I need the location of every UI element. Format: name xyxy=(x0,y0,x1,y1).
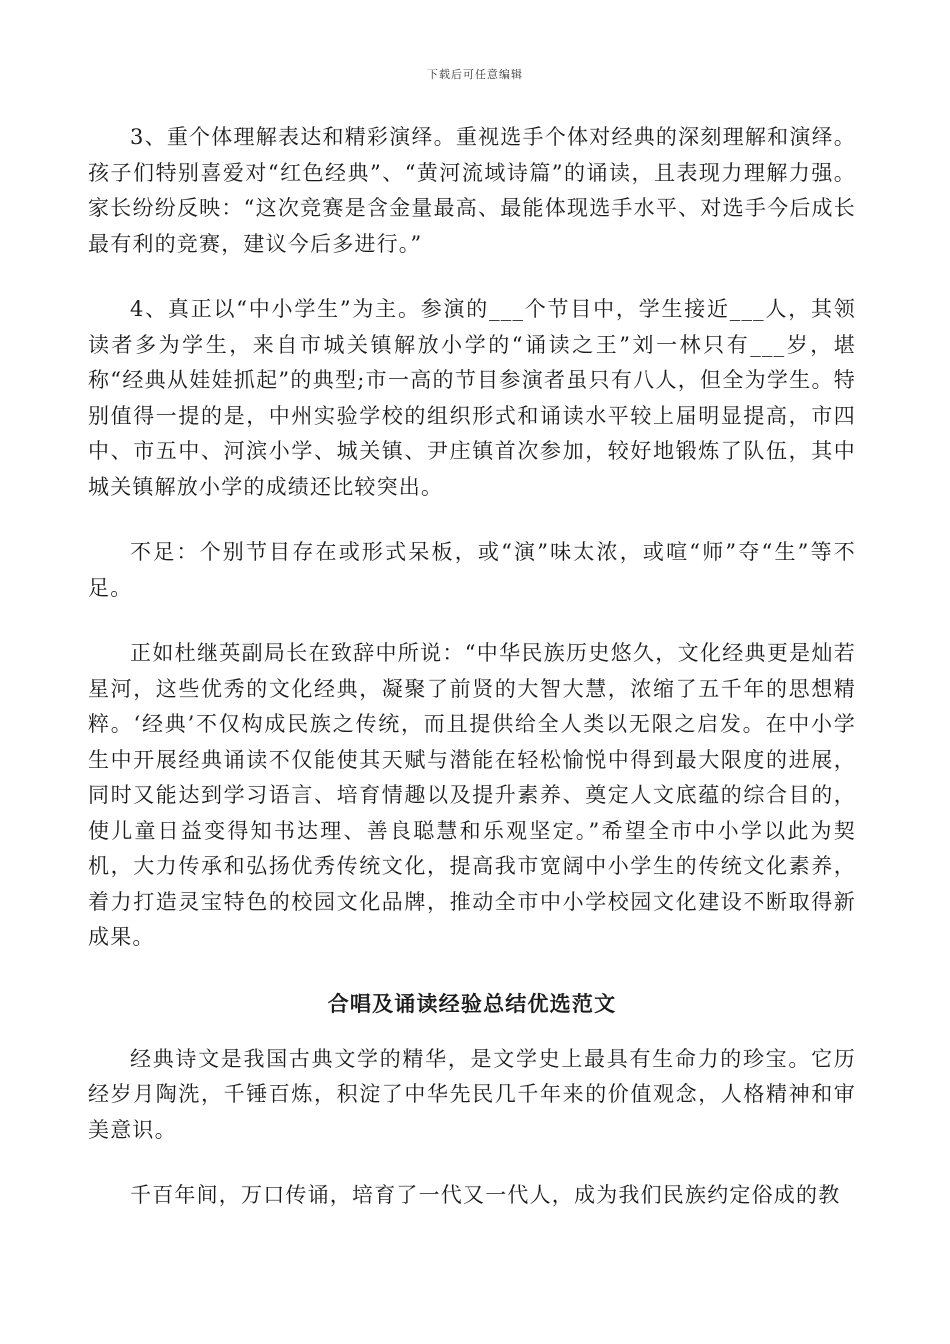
document-body xyxy=(88,120,856,1244)
paragraph-speech-quote: 正如杜继英副局长在致辞中所说：“中华民族历史悠久，文化经典更是灿若星河，这些优秀的文化经典，凝聚了前贤的大智大慧，浓缩了五千年的思想精粹。‘经典’不仅构成民族之传统，而且提供给全人类以无限之启发。在中小学生中开展经典诵读不仅能使其天赋与潜能在轻松愉悦中得到最大限度的进展，同时又能达到学习语言、培育情趣以及提升素养、奠定人文底蕴的综合目的，使儿童日益变得知书达理、善良聪慧和乐观坚定。”希望全市中小学以此为契机，大力传承和弘扬优秀传统文化，提高我市宽阔中小学生的传统文化素养，着力打造灵宝特色的校园文化品牌，推动全市中小学校园文化建设不断取得新成果。 xyxy=(88,641,856,949)
section-title: 合唱及诵读经验总结优选范文 xyxy=(327,991,617,1016)
page-header-note: 下载后可任意编辑 xyxy=(427,68,523,81)
paragraph-classics-intro: 经典诗文是我国古典文学的精华，是文学史上最具有生命力的珍宝。它历经岁月陶洗，千锤百炼，积淀了中华先民几千年来的价值观念，人格精神和审美意识。 xyxy=(88,1046,856,1142)
paragraph-point-3: 3、重个体理解表达和精彩演绎。重视选手个体对经典的深刻理解和演绎。孩子们特别喜爱对“红色经典”、“黄河流域诗篇”的诵读，且表现力理解力强。家长纷纷反映：“这次竞赛是含金量最高、最能体现选手水平、对选手今后成长最有利的竞赛，建议今后多进行。” xyxy=(88,125,856,256)
paragraph-point-4: 4、真正以“中小学生”为主。参演的___个节目中，学生接近___人，其领读者多为学生，来自市城关镇解放小学的“诵读之王”刘一林只有___岁，堪称“经典从娃娃抓起”的典型;市一高的节目参演者虽只有八人，但全为学生。特别值得一提的是，中州实验学校的组织形式和诵读水平较上届明显提高，市四中、市五中、河滨小学、城关镇、尹庄镇首次参加，较好地锻炼了队伍，其中城关镇解放小学的成绩还比较突出。 xyxy=(88,297,856,499)
paragraph-classics-continued: 千百年间，万口传诵，培育了一代又一代人，成为我们民族约定俗成的教 xyxy=(130,1183,841,1207)
paragraph-shortcomings: 不足：个别节目存在或形式呆板，或“演”味太浓，或喧“师”夺“生”等不足。 xyxy=(88,540,856,600)
